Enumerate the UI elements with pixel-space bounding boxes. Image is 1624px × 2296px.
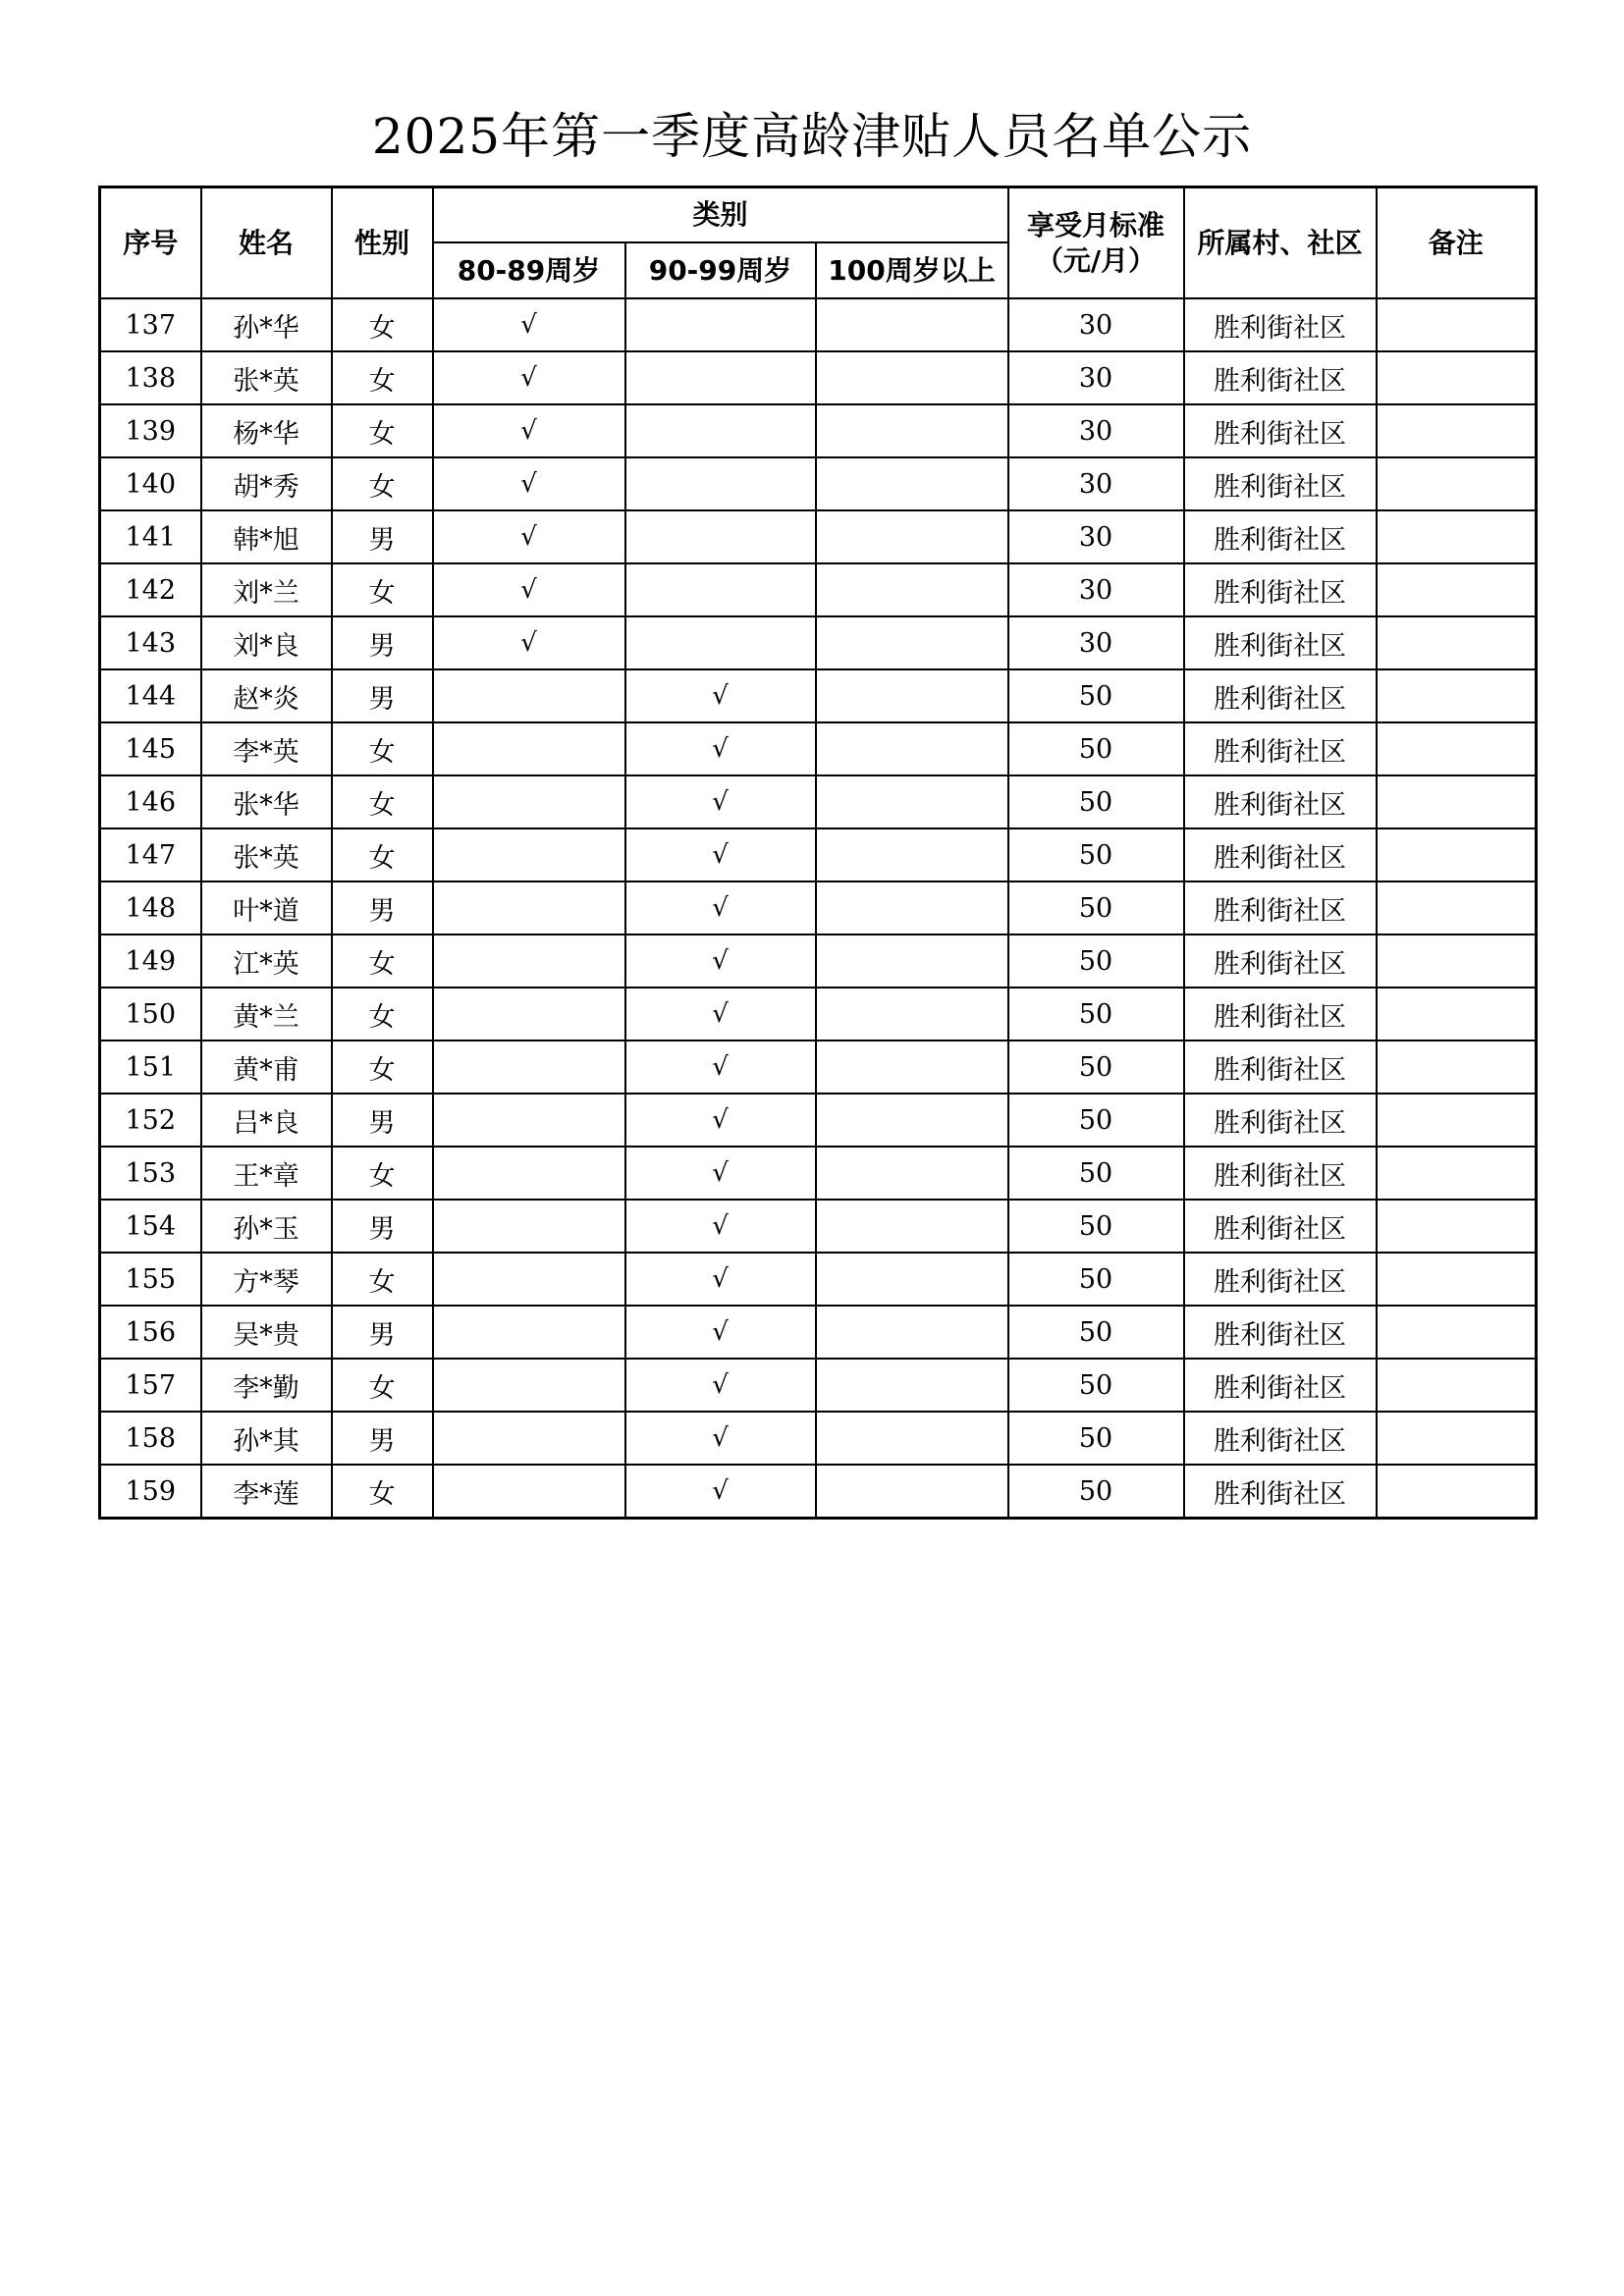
cell-remark bbox=[1377, 1253, 1537, 1306]
cell-index: 143 bbox=[100, 616, 201, 669]
cell-check-80-89 bbox=[433, 1359, 625, 1412]
table-row bbox=[100, 1253, 1537, 1306]
header-age-80-89: 80-89周岁 bbox=[433, 242, 625, 298]
cell-index: 137 bbox=[100, 298, 201, 351]
cell-check-90-99: √ bbox=[625, 1359, 816, 1412]
cell-name: 李*莲 bbox=[201, 1465, 332, 1519]
cell-community: 胜利街社区 bbox=[1184, 775, 1377, 828]
cell-gender: 女 bbox=[332, 298, 433, 351]
table-row bbox=[100, 1359, 1537, 1412]
cell-check-100-plus bbox=[816, 828, 1008, 881]
table-row bbox=[100, 722, 1537, 775]
cell-name: 黄*兰 bbox=[201, 988, 332, 1041]
cell-amount: 50 bbox=[1008, 1147, 1184, 1200]
cell-check-80-89 bbox=[433, 1094, 625, 1147]
cell-index: 154 bbox=[100, 1200, 201, 1253]
cell-index: 146 bbox=[100, 775, 201, 828]
cell-check-90-99 bbox=[625, 298, 816, 351]
cell-check-90-99 bbox=[625, 510, 816, 563]
cell-name: 杨*华 bbox=[201, 404, 332, 457]
cell-remark bbox=[1377, 404, 1537, 457]
cell-name: 张*英 bbox=[201, 828, 332, 881]
table-row bbox=[100, 934, 1537, 988]
cell-name: 李*勤 bbox=[201, 1359, 332, 1412]
cell-check-80-89 bbox=[433, 1041, 625, 1094]
cell-amount: 50 bbox=[1008, 1359, 1184, 1412]
cell-check-90-99 bbox=[625, 404, 816, 457]
cell-community: 胜利街社区 bbox=[1184, 1465, 1377, 1519]
cell-index: 139 bbox=[100, 404, 201, 457]
cell-check-80-89: √ bbox=[433, 351, 625, 404]
header-name: 姓名 bbox=[201, 187, 332, 299]
cell-amount: 50 bbox=[1008, 1200, 1184, 1253]
cell-check-100-plus bbox=[816, 404, 1008, 457]
cell-community: 胜利街社区 bbox=[1184, 669, 1377, 722]
cell-remark bbox=[1377, 881, 1537, 934]
cell-check-100-plus bbox=[816, 298, 1008, 351]
cell-remark bbox=[1377, 563, 1537, 616]
cell-check-100-plus bbox=[816, 510, 1008, 563]
cell-name: 江*英 bbox=[201, 934, 332, 988]
cell-name: 孙*华 bbox=[201, 298, 332, 351]
cell-name: 吕*良 bbox=[201, 1094, 332, 1147]
cell-check-90-99: √ bbox=[625, 828, 816, 881]
cell-check-80-89 bbox=[433, 881, 625, 934]
table-row bbox=[100, 351, 1537, 404]
table-row bbox=[100, 1465, 1537, 1519]
cell-check-80-89: √ bbox=[433, 616, 625, 669]
cell-remark bbox=[1377, 298, 1537, 351]
cell-check-80-89 bbox=[433, 1465, 625, 1519]
cell-index: 156 bbox=[100, 1306, 201, 1359]
cell-check-100-plus bbox=[816, 1412, 1008, 1465]
cell-remark bbox=[1377, 1306, 1537, 1359]
cell-check-100-plus bbox=[816, 1253, 1008, 1306]
cell-gender: 男 bbox=[332, 881, 433, 934]
page-title: 2025年第一季度高龄津贴人员名单公示 bbox=[371, 108, 1253, 165]
cell-check-90-99: √ bbox=[625, 1200, 816, 1253]
header-age-100-plus: 100周岁以上 bbox=[816, 242, 1008, 298]
cell-index: 151 bbox=[100, 1041, 201, 1094]
table-row bbox=[100, 1306, 1537, 1359]
cell-gender: 女 bbox=[332, 1359, 433, 1412]
cell-check-90-99 bbox=[625, 457, 816, 510]
cell-check-100-plus bbox=[816, 1306, 1008, 1359]
cell-check-100-plus bbox=[816, 775, 1008, 828]
table-row bbox=[100, 1147, 1537, 1200]
cell-community: 胜利街社区 bbox=[1184, 298, 1377, 351]
cell-check-80-89 bbox=[433, 722, 625, 775]
cell-check-90-99: √ bbox=[625, 988, 816, 1041]
cell-community: 胜利街社区 bbox=[1184, 457, 1377, 510]
cell-check-90-99: √ bbox=[625, 1306, 816, 1359]
cell-name: 李*英 bbox=[201, 722, 332, 775]
cell-remark bbox=[1377, 1147, 1537, 1200]
table-row bbox=[100, 828, 1537, 881]
table-row bbox=[100, 404, 1537, 457]
cell-community: 胜利街社区 bbox=[1184, 563, 1377, 616]
cell-index: 155 bbox=[100, 1253, 201, 1306]
cell-remark bbox=[1377, 1094, 1537, 1147]
cell-check-100-plus bbox=[816, 669, 1008, 722]
cell-community: 胜利街社区 bbox=[1184, 1359, 1377, 1412]
cell-check-90-99: √ bbox=[625, 1147, 816, 1200]
cell-gender: 女 bbox=[332, 351, 433, 404]
cell-remark bbox=[1377, 1465, 1537, 1519]
cell-amount: 50 bbox=[1008, 1094, 1184, 1147]
header-row bbox=[100, 187, 1537, 243]
cell-community: 胜利街社区 bbox=[1184, 1041, 1377, 1094]
cell-gender: 男 bbox=[332, 669, 433, 722]
cell-index: 158 bbox=[100, 1412, 201, 1465]
cell-gender: 女 bbox=[332, 722, 433, 775]
cell-gender: 女 bbox=[332, 988, 433, 1041]
cell-index: 141 bbox=[100, 510, 201, 563]
cell-index: 140 bbox=[100, 457, 201, 510]
cell-check-100-plus bbox=[816, 881, 1008, 934]
cell-name: 刘*兰 bbox=[201, 563, 332, 616]
table-row bbox=[100, 298, 1537, 351]
table-row bbox=[100, 881, 1537, 934]
cell-amount: 30 bbox=[1008, 510, 1184, 563]
cell-check-90-99: √ bbox=[625, 1412, 816, 1465]
cell-gender: 男 bbox=[332, 510, 433, 563]
cell-gender: 男 bbox=[332, 1412, 433, 1465]
cell-gender: 男 bbox=[332, 616, 433, 669]
cell-check-90-99 bbox=[625, 563, 816, 616]
cell-check-80-89 bbox=[433, 1200, 625, 1253]
cell-check-90-99: √ bbox=[625, 881, 816, 934]
cell-name: 叶*道 bbox=[201, 881, 332, 934]
cell-check-80-89 bbox=[433, 1253, 625, 1306]
cell-check-80-89: √ bbox=[433, 563, 625, 616]
cell-check-90-99: √ bbox=[625, 1253, 816, 1306]
cell-check-90-99: √ bbox=[625, 1465, 816, 1519]
cell-gender: 女 bbox=[332, 775, 433, 828]
cell-gender: 女 bbox=[332, 828, 433, 881]
cell-community: 胜利街社区 bbox=[1184, 1412, 1377, 1465]
cell-amount: 30 bbox=[1008, 616, 1184, 669]
cell-community: 胜利街社区 bbox=[1184, 616, 1377, 669]
cell-community: 胜利街社区 bbox=[1184, 1253, 1377, 1306]
cell-amount: 50 bbox=[1008, 1465, 1184, 1519]
cell-name: 方*琴 bbox=[201, 1253, 332, 1306]
cell-remark bbox=[1377, 669, 1537, 722]
cell-name: 孙*其 bbox=[201, 1412, 332, 1465]
cell-amount: 30 bbox=[1008, 298, 1184, 351]
cell-amount: 30 bbox=[1008, 351, 1184, 404]
cell-remark bbox=[1377, 616, 1537, 669]
cell-community: 胜利街社区 bbox=[1184, 510, 1377, 563]
cell-check-80-89 bbox=[433, 1306, 625, 1359]
cell-check-80-89: √ bbox=[433, 510, 625, 563]
cell-amount: 50 bbox=[1008, 1253, 1184, 1306]
header-category: 类别 bbox=[433, 187, 1008, 243]
cell-amount: 50 bbox=[1008, 1041, 1184, 1094]
cell-amount: 30 bbox=[1008, 404, 1184, 457]
cell-community: 胜利街社区 bbox=[1184, 351, 1377, 404]
table-row bbox=[100, 775, 1537, 828]
cell-check-100-plus bbox=[816, 351, 1008, 404]
cell-amount: 50 bbox=[1008, 828, 1184, 881]
cell-check-90-99 bbox=[625, 351, 816, 404]
cell-remark bbox=[1377, 988, 1537, 1041]
cell-check-90-99 bbox=[625, 616, 816, 669]
cell-index: 153 bbox=[100, 1147, 201, 1200]
cell-remark bbox=[1377, 351, 1537, 404]
cell-gender: 女 bbox=[332, 1041, 433, 1094]
cell-check-80-89 bbox=[433, 669, 625, 722]
table-body bbox=[100, 298, 1537, 1519]
cell-check-80-89 bbox=[433, 988, 625, 1041]
cell-check-100-plus bbox=[816, 988, 1008, 1041]
cell-remark bbox=[1377, 934, 1537, 988]
cell-check-80-89 bbox=[433, 1412, 625, 1465]
cell-amount: 50 bbox=[1008, 1412, 1184, 1465]
cell-remark bbox=[1377, 1412, 1537, 1465]
cell-check-100-plus bbox=[816, 1041, 1008, 1094]
cell-index: 150 bbox=[100, 988, 201, 1041]
table-row bbox=[100, 563, 1537, 616]
cell-check-90-99: √ bbox=[625, 775, 816, 828]
cell-check-90-99: √ bbox=[625, 934, 816, 988]
cell-check-100-plus bbox=[816, 616, 1008, 669]
table-row bbox=[100, 510, 1537, 563]
cell-check-100-plus bbox=[816, 722, 1008, 775]
cell-community: 胜利街社区 bbox=[1184, 934, 1377, 988]
cell-gender: 男 bbox=[332, 1200, 433, 1253]
header-community: 所属村、社区 bbox=[1184, 187, 1377, 299]
cell-check-80-89: √ bbox=[433, 457, 625, 510]
cell-amount: 50 bbox=[1008, 1306, 1184, 1359]
table-row bbox=[100, 457, 1537, 510]
cell-name: 黄*甫 bbox=[201, 1041, 332, 1094]
cell-remark bbox=[1377, 457, 1537, 510]
cell-name: 胡*秀 bbox=[201, 457, 332, 510]
cell-check-80-89: √ bbox=[433, 404, 625, 457]
cell-index: 144 bbox=[100, 669, 201, 722]
cell-amount: 50 bbox=[1008, 669, 1184, 722]
cell-check-100-plus bbox=[816, 1465, 1008, 1519]
cell-gender: 女 bbox=[332, 1253, 433, 1306]
cell-check-80-89: √ bbox=[433, 298, 625, 351]
table-row bbox=[100, 1200, 1537, 1253]
cell-name: 张*华 bbox=[201, 775, 332, 828]
table-row bbox=[100, 669, 1537, 722]
cell-gender: 女 bbox=[332, 404, 433, 457]
cell-check-100-plus bbox=[816, 457, 1008, 510]
cell-community: 胜利街社区 bbox=[1184, 404, 1377, 457]
header-gender: 性别 bbox=[332, 187, 433, 299]
cell-index: 152 bbox=[100, 1094, 201, 1147]
subsidy-roster-table bbox=[98, 186, 1538, 1520]
cell-amount: 30 bbox=[1008, 563, 1184, 616]
cell-check-100-plus bbox=[816, 563, 1008, 616]
cell-gender: 男 bbox=[332, 1094, 433, 1147]
cell-check-90-99: √ bbox=[625, 669, 816, 722]
cell-gender: 女 bbox=[332, 457, 433, 510]
cell-check-80-89 bbox=[433, 775, 625, 828]
cell-amount: 30 bbox=[1008, 457, 1184, 510]
table-row bbox=[100, 988, 1537, 1041]
cell-community: 胜利街社区 bbox=[1184, 828, 1377, 881]
cell-remark bbox=[1377, 510, 1537, 563]
cell-check-90-99: √ bbox=[625, 722, 816, 775]
cell-name: 赵*炎 bbox=[201, 669, 332, 722]
cell-index: 159 bbox=[100, 1465, 201, 1519]
cell-remark bbox=[1377, 775, 1537, 828]
cell-check-80-89 bbox=[433, 934, 625, 988]
cell-community: 胜利街社区 bbox=[1184, 1306, 1377, 1359]
cell-index: 145 bbox=[100, 722, 201, 775]
cell-name: 韩*旭 bbox=[201, 510, 332, 563]
cell-name: 王*章 bbox=[201, 1147, 332, 1200]
cell-community: 胜利街社区 bbox=[1184, 1147, 1377, 1200]
cell-name: 刘*良 bbox=[201, 616, 332, 669]
table-row bbox=[100, 1094, 1537, 1147]
cell-remark bbox=[1377, 1359, 1537, 1412]
cell-index: 157 bbox=[100, 1359, 201, 1412]
cell-remark bbox=[1377, 828, 1537, 881]
cell-name: 孙*玉 bbox=[201, 1200, 332, 1253]
cell-remark bbox=[1377, 722, 1537, 775]
cell-check-80-89 bbox=[433, 1147, 625, 1200]
cell-gender: 女 bbox=[332, 1147, 433, 1200]
cell-community: 胜利街社区 bbox=[1184, 988, 1377, 1041]
cell-check-80-89 bbox=[433, 828, 625, 881]
cell-check-100-plus bbox=[816, 1094, 1008, 1147]
header-monthly-standard: 享受月标准（元/月） bbox=[1008, 187, 1184, 299]
cell-check-100-plus bbox=[816, 934, 1008, 988]
table-row bbox=[100, 1041, 1537, 1094]
cell-name: 吴*贵 bbox=[201, 1306, 332, 1359]
cell-amount: 50 bbox=[1008, 881, 1184, 934]
cell-community: 胜利街社区 bbox=[1184, 722, 1377, 775]
cell-amount: 50 bbox=[1008, 775, 1184, 828]
cell-amount: 50 bbox=[1008, 934, 1184, 988]
cell-check-100-plus bbox=[816, 1147, 1008, 1200]
cell-index: 138 bbox=[100, 351, 201, 404]
cell-gender: 女 bbox=[332, 934, 433, 988]
cell-community: 胜利街社区 bbox=[1184, 881, 1377, 934]
cell-index: 147 bbox=[100, 828, 201, 881]
cell-check-100-plus bbox=[816, 1359, 1008, 1412]
cell-community: 胜利街社区 bbox=[1184, 1200, 1377, 1253]
cell-gender: 女 bbox=[332, 563, 433, 616]
cell-name: 张*英 bbox=[201, 351, 332, 404]
cell-remark bbox=[1377, 1041, 1537, 1094]
header-index: 序号 bbox=[100, 187, 201, 299]
header-remark: 备注 bbox=[1377, 187, 1537, 299]
cell-index: 149 bbox=[100, 934, 201, 988]
cell-amount: 50 bbox=[1008, 722, 1184, 775]
cell-check-100-plus bbox=[816, 1200, 1008, 1253]
cell-check-90-99: √ bbox=[625, 1041, 816, 1094]
cell-index: 142 bbox=[100, 563, 201, 616]
cell-community: 胜利街社区 bbox=[1184, 1094, 1377, 1147]
cell-check-90-99: √ bbox=[625, 1094, 816, 1147]
cell-remark bbox=[1377, 1200, 1537, 1253]
cell-index: 148 bbox=[100, 881, 201, 934]
cell-amount: 50 bbox=[1008, 988, 1184, 1041]
cell-gender: 男 bbox=[332, 1306, 433, 1359]
header-age-90-99: 90-99周岁 bbox=[625, 242, 816, 298]
table-row bbox=[100, 616, 1537, 669]
table-row bbox=[100, 1412, 1537, 1465]
cell-gender: 女 bbox=[332, 1465, 433, 1519]
